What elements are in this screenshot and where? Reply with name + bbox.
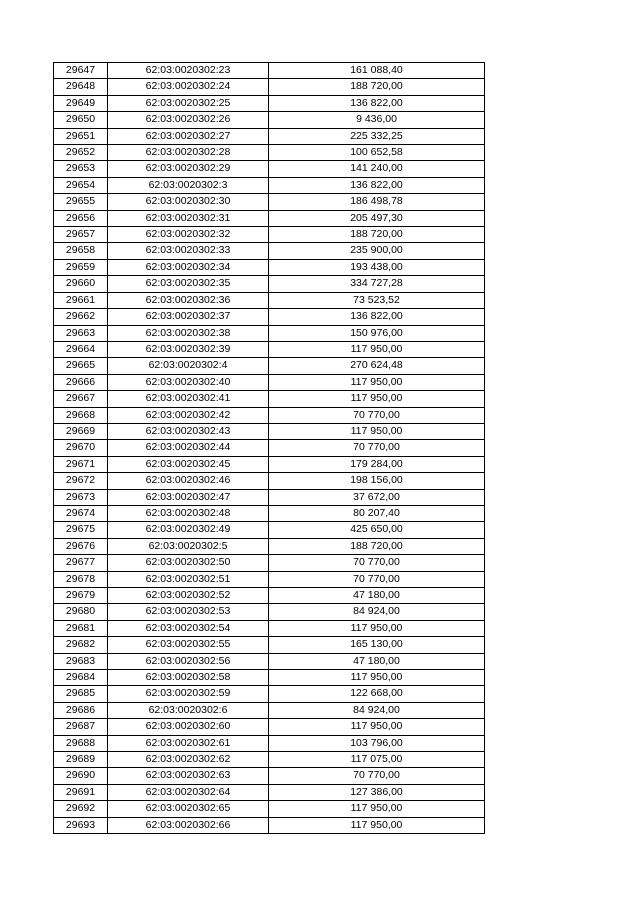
row-number-cell: 29691	[54, 784, 108, 800]
table-row	[54, 358, 485, 374]
table-row	[54, 292, 485, 308]
row-number-cell: 29684	[54, 670, 108, 686]
row-number-cell: 29670	[54, 440, 108, 456]
cadastral-number-cell: 62:03:0020302:44	[108, 440, 269, 456]
table-row	[54, 456, 485, 472]
cadastral-number-cell: 62:03:0020302:24	[108, 79, 269, 95]
row-number-cell: 29665	[54, 358, 108, 374]
table-row	[54, 440, 485, 456]
table-row	[54, 423, 485, 439]
cadastral-number-cell: 62:03:0020302:27	[108, 128, 269, 144]
cadastral-number-cell: 62:03:0020302:53	[108, 604, 269, 620]
cadastral-value-cell: 150 976,00	[269, 325, 485, 341]
row-number-cell: 29661	[54, 292, 108, 308]
cadastral-number-cell: 62:03:0020302:6	[108, 702, 269, 718]
cadastral-number-cell: 62:03:0020302:55	[108, 637, 269, 653]
cadastral-number-cell: 62:03:0020302:54	[108, 620, 269, 636]
table-row	[54, 112, 485, 128]
cadastral-value-cell: 117 950,00	[269, 817, 485, 833]
cadastral-number-cell: 62:03:0020302:50	[108, 555, 269, 571]
cadastral-value-cell: 161 088,40	[269, 63, 485, 79]
table-row	[54, 719, 485, 735]
table-row	[54, 588, 485, 604]
row-number-cell: 29656	[54, 210, 108, 226]
row-number-cell: 29679	[54, 588, 108, 604]
row-number-cell: 29692	[54, 801, 108, 817]
row-number-cell: 29658	[54, 243, 108, 259]
table-body	[54, 63, 485, 834]
cadastral-number-cell: 62:03:0020302:28	[108, 145, 269, 161]
row-number-cell: 29680	[54, 604, 108, 620]
row-number-cell: 29660	[54, 276, 108, 292]
cadastral-number-cell: 62:03:0020302:56	[108, 653, 269, 669]
row-number-cell: 29651	[54, 128, 108, 144]
cadastral-number-cell: 62:03:0020302:63	[108, 768, 269, 784]
cadastral-number-cell: 62:03:0020302:62	[108, 752, 269, 768]
table-row	[54, 210, 485, 226]
cadastral-value-cell: 198 156,00	[269, 473, 485, 489]
table-row	[54, 505, 485, 521]
table-row	[54, 768, 485, 784]
cadastral-number-cell: 62:03:0020302:64	[108, 784, 269, 800]
row-number-cell: 29674	[54, 505, 108, 521]
table-row	[54, 686, 485, 702]
cadastral-value-cell: 127 386,00	[269, 784, 485, 800]
cadastral-value-cell: 136 822,00	[269, 309, 485, 325]
table-row	[54, 702, 485, 718]
cadastral-value-cell: 84 924,00	[269, 702, 485, 718]
row-number-cell: 29666	[54, 374, 108, 390]
cadastral-number-cell: 62:03:0020302:38	[108, 325, 269, 341]
cadastral-value-cell: 425 650,00	[269, 522, 485, 538]
row-number-cell: 29676	[54, 538, 108, 554]
cadastral-value-cell: 117 950,00	[269, 719, 485, 735]
row-number-cell: 29663	[54, 325, 108, 341]
row-number-cell: 29655	[54, 194, 108, 210]
row-number-cell: 29683	[54, 653, 108, 669]
table-row	[54, 604, 485, 620]
cadastral-value-cell: 193 438,00	[269, 259, 485, 275]
row-number-cell: 29669	[54, 423, 108, 439]
row-number-cell: 29668	[54, 407, 108, 423]
cadastral-value-cell: 136 822,00	[269, 95, 485, 111]
row-number-cell: 29649	[54, 95, 108, 111]
cadastral-value-cell: 188 720,00	[269, 538, 485, 554]
table-row	[54, 79, 485, 95]
cadastral-number-cell: 62:03:0020302:59	[108, 686, 269, 702]
cadastral-number-cell: 62:03:0020302:60	[108, 719, 269, 735]
cadastral-value-cell: 117 950,00	[269, 801, 485, 817]
row-number-cell: 29662	[54, 309, 108, 325]
cadastral-number-cell: 62:03:0020302:41	[108, 391, 269, 407]
cadastral-value-cell: 70 770,00	[269, 555, 485, 571]
cadastral-value-table	[53, 62, 485, 834]
table-row	[54, 95, 485, 111]
cadastral-number-cell: 62:03:0020302:33	[108, 243, 269, 259]
cadastral-number-cell: 62:03:0020302:31	[108, 210, 269, 226]
row-number-cell: 29677	[54, 555, 108, 571]
cadastral-value-cell: 225 332,25	[269, 128, 485, 144]
table-row	[54, 309, 485, 325]
cadastral-value-cell: 70 770,00	[269, 768, 485, 784]
table-row	[54, 653, 485, 669]
cadastral-number-cell: 62:03:0020302:32	[108, 227, 269, 243]
row-number-cell: 29685	[54, 686, 108, 702]
table-row	[54, 341, 485, 357]
table-row	[54, 145, 485, 161]
row-number-cell: 29690	[54, 768, 108, 784]
row-number-cell: 29654	[54, 177, 108, 193]
cadastral-number-cell: 62:03:0020302:40	[108, 374, 269, 390]
cadastral-number-cell: 62:03:0020302:46	[108, 473, 269, 489]
cadastral-value-cell: 117 950,00	[269, 374, 485, 390]
table-row	[54, 259, 485, 275]
table-row	[54, 473, 485, 489]
table-row	[54, 637, 485, 653]
cadastral-value-cell: 103 796,00	[269, 735, 485, 751]
table-row	[54, 538, 485, 554]
cadastral-value-cell: 117 950,00	[269, 423, 485, 439]
table-row	[54, 227, 485, 243]
table-row	[54, 407, 485, 423]
cadastral-number-cell: 62:03:0020302:52	[108, 588, 269, 604]
cadastral-number-cell: 62:03:0020302:45	[108, 456, 269, 472]
cadastral-value-cell: 270 624,48	[269, 358, 485, 374]
row-number-cell: 29687	[54, 719, 108, 735]
row-number-cell: 29681	[54, 620, 108, 636]
table-row	[54, 325, 485, 341]
cadastral-value-cell: 47 180,00	[269, 653, 485, 669]
cadastral-value-cell: 122 668,00	[269, 686, 485, 702]
table-row	[54, 752, 485, 768]
cadastral-value-cell: 70 770,00	[269, 571, 485, 587]
table-row	[54, 784, 485, 800]
row-number-cell: 29657	[54, 227, 108, 243]
cadastral-value-cell: 165 130,00	[269, 637, 485, 653]
table-row	[54, 391, 485, 407]
cadastral-number-cell: 62:03:0020302:23	[108, 63, 269, 79]
cadastral-value-cell: 80 207,40	[269, 505, 485, 521]
row-number-cell: 29653	[54, 161, 108, 177]
row-number-cell: 29667	[54, 391, 108, 407]
cadastral-number-cell: 62:03:0020302:48	[108, 505, 269, 521]
cadastral-number-cell: 62:03:0020302:43	[108, 423, 269, 439]
cadastral-value-cell: 186 498,78	[269, 194, 485, 210]
table-row	[54, 374, 485, 390]
cadastral-number-cell: 62:03:0020302:51	[108, 571, 269, 587]
table-row	[54, 620, 485, 636]
cadastral-value-cell: 117 950,00	[269, 670, 485, 686]
cadastral-number-cell: 62:03:0020302:25	[108, 95, 269, 111]
cadastral-number-cell: 62:03:0020302:5	[108, 538, 269, 554]
cadastral-value-cell: 188 720,00	[269, 79, 485, 95]
row-number-cell: 29664	[54, 341, 108, 357]
cadastral-value-cell: 117 950,00	[269, 391, 485, 407]
row-number-cell: 29693	[54, 817, 108, 833]
row-number-cell: 29671	[54, 456, 108, 472]
row-number-cell: 29678	[54, 571, 108, 587]
cadastral-value-cell: 70 770,00	[269, 440, 485, 456]
cadastral-number-cell: 62:03:0020302:34	[108, 259, 269, 275]
cadastral-value-cell: 117 075,00	[269, 752, 485, 768]
cadastral-number-cell: 62:03:0020302:58	[108, 670, 269, 686]
row-number-cell: 29686	[54, 702, 108, 718]
cadastral-number-cell: 62:03:0020302:26	[108, 112, 269, 128]
cadastral-number-cell: 62:03:0020302:3	[108, 177, 269, 193]
row-number-cell: 29675	[54, 522, 108, 538]
cadastral-value-cell: 334 727,28	[269, 276, 485, 292]
cadastral-value-cell: 9 436,00	[269, 112, 485, 128]
cadastral-number-cell: 62:03:0020302:47	[108, 489, 269, 505]
row-number-cell: 29652	[54, 145, 108, 161]
cadastral-number-cell: 62:03:0020302:66	[108, 817, 269, 833]
row-number-cell: 29688	[54, 735, 108, 751]
row-number-cell: 29672	[54, 473, 108, 489]
cadastral-number-cell: 62:03:0020302:49	[108, 522, 269, 538]
cadastral-number-cell: 62:03:0020302:61	[108, 735, 269, 751]
table-row	[54, 555, 485, 571]
cadastral-value-cell: 73 523,52	[269, 292, 485, 308]
table-row	[54, 161, 485, 177]
cadastral-value-cell: 235 900,00	[269, 243, 485, 259]
table-row	[54, 571, 485, 587]
row-number-cell: 29689	[54, 752, 108, 768]
row-number-cell: 29673	[54, 489, 108, 505]
cadastral-number-cell: 62:03:0020302:29	[108, 161, 269, 177]
table-row	[54, 735, 485, 751]
table-row	[54, 670, 485, 686]
table-row	[54, 177, 485, 193]
cadastral-value-cell: 188 720,00	[269, 227, 485, 243]
cadastral-number-cell: 62:03:0020302:65	[108, 801, 269, 817]
cadastral-number-cell: 62:03:0020302:37	[108, 309, 269, 325]
cadastral-value-cell: 136 822,00	[269, 177, 485, 193]
row-number-cell: 29650	[54, 112, 108, 128]
cadastral-number-cell: 62:03:0020302:42	[108, 407, 269, 423]
table-row	[54, 194, 485, 210]
cadastral-number-cell: 62:03:0020302:35	[108, 276, 269, 292]
cadastral-value-cell: 100 652,58	[269, 145, 485, 161]
cadastral-number-cell: 62:03:0020302:30	[108, 194, 269, 210]
table-row	[54, 817, 485, 833]
row-number-cell: 29659	[54, 259, 108, 275]
table-row	[54, 522, 485, 538]
table-row	[54, 276, 485, 292]
row-number-cell: 29682	[54, 637, 108, 653]
cadastral-value-cell: 84 924,00	[269, 604, 485, 620]
row-number-cell: 29648	[54, 79, 108, 95]
cadastral-value-cell: 117 950,00	[269, 341, 485, 357]
table-row	[54, 63, 485, 79]
cadastral-value-cell: 37 672,00	[269, 489, 485, 505]
cadastral-value-cell: 179 284,00	[269, 456, 485, 472]
row-number-cell: 29647	[54, 63, 108, 79]
table-row	[54, 128, 485, 144]
cadastral-number-cell: 62:03:0020302:4	[108, 358, 269, 374]
table-row	[54, 801, 485, 817]
cadastral-value-cell: 141 240,00	[269, 161, 485, 177]
cadastral-value-cell: 70 770,00	[269, 407, 485, 423]
table-row	[54, 489, 485, 505]
cadastral-number-cell: 62:03:0020302:39	[108, 341, 269, 357]
table-row	[54, 243, 485, 259]
cadastral-value-cell: 47 180,00	[269, 588, 485, 604]
cadastral-number-cell: 62:03:0020302:36	[108, 292, 269, 308]
cadastral-value-cell: 205 497,30	[269, 210, 485, 226]
cadastral-value-cell: 117 950,00	[269, 620, 485, 636]
